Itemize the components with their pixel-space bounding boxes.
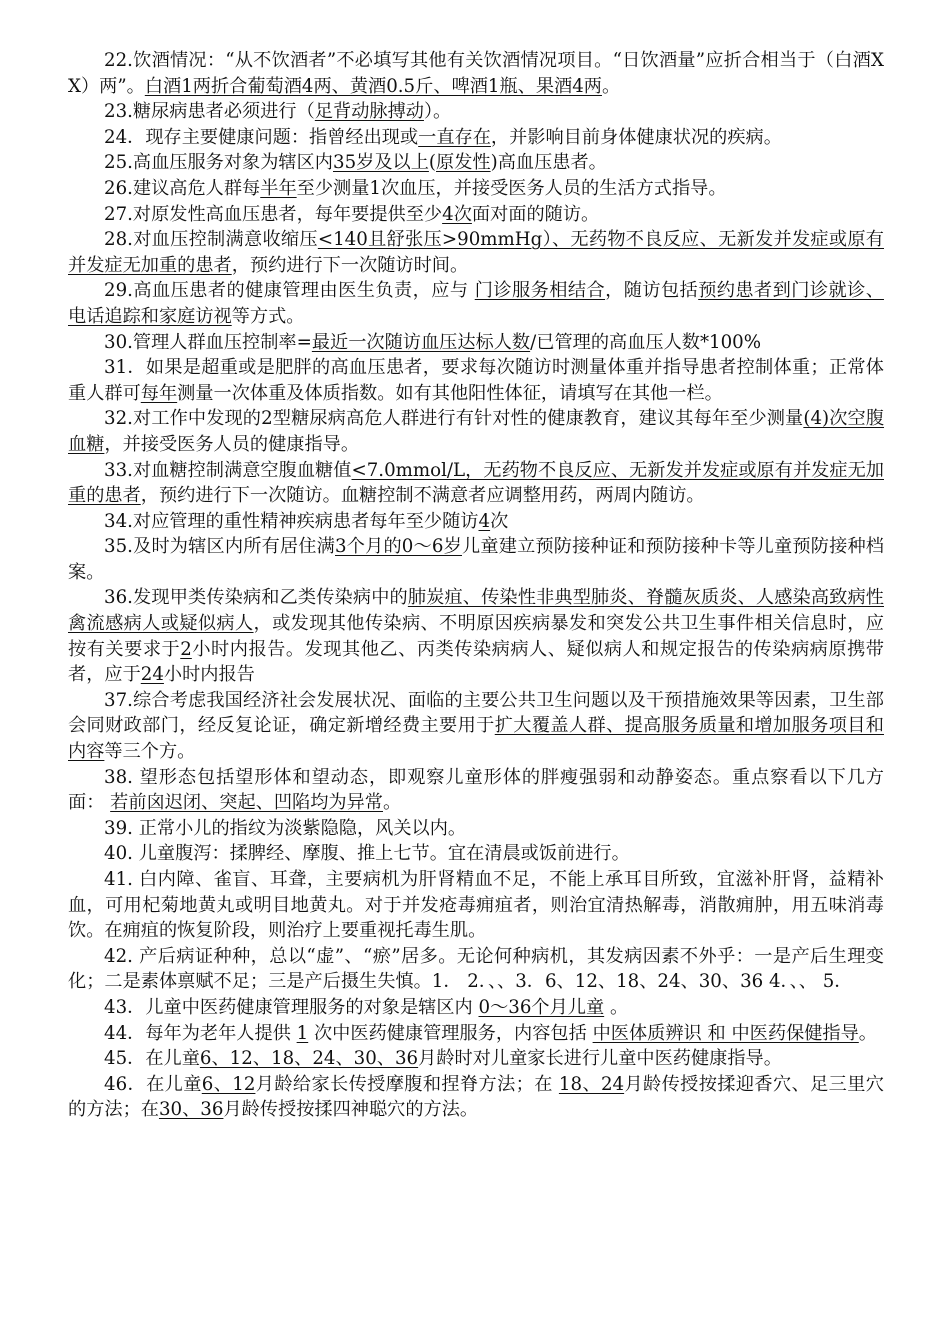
underlined-text: 若前囟迟闭、突起、凹陷均为异常 xyxy=(110,792,383,814)
underlined-text: 3个月的0～6岁 xyxy=(335,536,462,558)
paragraph-text: 月龄传授按揉四神聪穴的方法。 xyxy=(223,1099,479,1121)
paragraph-text: 。 xyxy=(601,75,621,97)
paragraph xyxy=(68,125,884,151)
paragraph xyxy=(68,1072,884,1123)
paragraph-text: /已管理的高血压人数*100% xyxy=(530,331,762,353)
paragraph-text: 35.及时为辖区内所有居住满 xyxy=(104,536,335,558)
paragraph-text: 39. 正常小儿的指纹为淡紫隐隐，风关以内。 xyxy=(104,817,467,839)
paragraph-text: ）。 xyxy=(423,101,452,123)
paragraph-text: ，并接受医务人员的健康指导。 xyxy=(104,433,360,455)
paragraph-text: 小时内报告。发现其他乙、丙类传染病病人、疑似病人和规定报告的传染病病原携带者，应于 xyxy=(68,638,884,686)
paragraph-text: 30.管理人群血压控制率= xyxy=(104,331,312,353)
paragraph-text: 次中医药健康管理服务，内容包括 xyxy=(308,1022,593,1044)
paragraph-text: 25.高血压服务对象为辖区内 xyxy=(104,152,333,174)
underlined-text: 0～36个月儿童 xyxy=(478,996,605,1018)
paragraph-text: 40. 儿童腹泻：揉脾经、摩腹、推上七节。宜在清晨或饭前进行。 xyxy=(104,843,630,865)
underlined-text: 最近一次随访血压达标人数 xyxy=(311,331,531,353)
underlined-text: 6、12、18、24、30、36 xyxy=(199,1048,419,1070)
paragraph-text: 23.糖尿病患者必须进行（ xyxy=(104,101,315,123)
paragraph xyxy=(68,458,884,509)
paragraph-text: ，或发现其他传染病、不明原因疾病暴发和突发公共卫生事件相关信息时，应按有关要求于 xyxy=(68,613,884,660)
underlined-text: <7.0mmol/L，无药物不良反应、无新发并发症或原有并发症无加重的患者 xyxy=(68,459,884,507)
underlined-text: 6、12 xyxy=(201,1073,256,1095)
paragraph xyxy=(68,330,884,356)
paragraph-text: 面对面的随访。 xyxy=(471,203,600,225)
paragraph xyxy=(68,841,884,867)
paragraph xyxy=(68,176,884,202)
paragraph-text: 月龄给家长传授摩腹和捏脊方法；在 xyxy=(255,1073,559,1095)
paragraph xyxy=(68,48,884,99)
paragraph-text: ，并影响目前身体健康状况的疾病。 xyxy=(490,126,782,148)
paragraph-text: 。 xyxy=(858,1022,877,1044)
underlined-text: 中医体质辨识 和 中医药保健指导 xyxy=(592,1022,859,1044)
paragraph-text: 33.对血糖控制满意空腹血糖值 xyxy=(104,459,352,481)
paragraph-text: 27.对原发性高血压患者，每年要提供至少 xyxy=(104,203,443,225)
paragraph-text: 月龄传授按揉迎香穴、足三里穴的方法；在 xyxy=(68,1073,884,1121)
paragraph xyxy=(68,1021,884,1047)
underlined-text: 每年 xyxy=(140,382,178,404)
paragraph-text: 45．在儿童 xyxy=(104,1048,200,1070)
paragraph-text: 测量一次体重及体质指数。如有其他阳性体征，请填写在其他一栏。 xyxy=(177,382,723,404)
paragraph xyxy=(68,202,884,228)
underlined-text: 2 xyxy=(180,638,192,660)
paragraph-text: )高血压患者。 xyxy=(490,152,607,174)
paragraph-text: ( xyxy=(428,152,437,174)
paragraph-text: 37.综合考虑我国经济社会发展状况、面临的主要公共卫生问题以及干预措施效果等因素，卫生部会同财政部门，经反复论证，确定新增经费主要用于 xyxy=(68,689,884,737)
paragraph-text: 44．每年为老年人提供 xyxy=(104,1022,297,1044)
paragraph-text: 等三个方。 xyxy=(104,741,196,763)
paragraph xyxy=(68,944,884,995)
paragraph-text: 。 xyxy=(604,996,629,1018)
underlined-text: 35岁及以上 xyxy=(333,152,429,174)
underlined-text: 肺炭疽、传染性非典型肺炎、脊髓灰质炎、人感染高致病性禽流感病人或疑似病人 xyxy=(68,587,884,635)
paragraph-text: ，预约进行下一次随访时间。 xyxy=(231,254,469,276)
paragraph xyxy=(68,99,884,125)
paragraph-text: ，随访包括 xyxy=(605,280,699,302)
paragraph-text: 43．儿童中医药健康管理服务的对象是辖区内 xyxy=(104,996,479,1018)
paragraph-text: ，预约进行下一次随访。血糖控制不满意者应调整用药，两周内随访。 xyxy=(140,485,705,507)
paragraph-text: 38. 望形态包括望形体和望动态，即观察儿童形体的胖瘦强弱和动静姿态。重点察看以下几方面： xyxy=(68,766,884,814)
paragraph-text: 22.饮酒情况：“从不饮酒者”不必填写其他有关饮酒情况项目。“日饮酒量”应折合相当于（白酒XX）两”。 xyxy=(68,50,884,97)
paragraph xyxy=(68,406,884,457)
paragraph xyxy=(68,534,884,585)
underlined-text: 门诊服务相结合 xyxy=(474,280,606,302)
paragraph-text: 次 xyxy=(490,510,509,532)
paragraph-text: 29.高血压患者的健康管理由医生负责，应与 xyxy=(104,280,475,302)
underlined-text: 原发性 xyxy=(436,152,491,174)
underlined-text: 4 xyxy=(478,510,491,532)
underlined-text: 18、24 xyxy=(558,1073,625,1095)
paragraph-text: 26.建议高危人群每 xyxy=(104,177,261,199)
paragraph-text: 至少测量1次血压，并接受医务人员的生活方式指导。 xyxy=(296,177,727,199)
paragraph xyxy=(68,867,884,944)
paragraph-text: 28.对血压控制满意收缩压 xyxy=(104,229,318,251)
underlined-text: 24 xyxy=(140,664,164,686)
paragraph xyxy=(68,995,884,1021)
paragraph-text: 46．在儿童 xyxy=(104,1073,202,1095)
paragraph-text: 41. 白内障、雀盲、耳聋，主要病机为肝肾精血不足，不能上承耳目所致，宜滋补肝肾，益精补血，可用杞菊地黄丸或明目地黄丸。对于并发疮毒痈疽者，则治宜清热解毒，消散痈肿，用五味消毒饮。在痈疽的恢复阶段，则治疗上要重视托毒生肌。 xyxy=(68,869,884,942)
paragraph xyxy=(68,1046,884,1072)
underlined-text: 30、36 xyxy=(158,1099,224,1121)
paragraph xyxy=(68,227,884,278)
underlined-text: 足背动脉搏动 xyxy=(314,101,424,123)
underlined-text: 扩大覆盖人群、提高服务质量和增加服务项目和内容 xyxy=(68,715,884,763)
underlined-text: (4)次空腹血糖 xyxy=(68,408,885,455)
paragraph xyxy=(68,816,884,842)
paragraph xyxy=(68,509,884,535)
paragraph-text: 等方式。 xyxy=(231,305,305,327)
paragraph-text: 42. 产后病证种种，总以“虚”、“瘀”居多。无论何种病机，其发病因素不外乎：一是产后生理变化；二是素体禀赋不足；三是产后摄生失慎。1． 2．、、3．6、12、18、24、30、36 4．、、 5． xyxy=(68,945,884,993)
paragraph xyxy=(68,355,884,406)
paragraph xyxy=(68,688,884,765)
underlined-text: 预约患者到门诊就诊、电话追踪和家庭访视 xyxy=(68,280,884,327)
paragraph-text: 31．如果是超重或是肥胖的高血压患者，要求每次随访时测量体重并指导患者控制体重；正常体重人群可 xyxy=(68,357,884,404)
paragraph-text: 小时内报告 xyxy=(163,664,255,686)
underlined-text: 半年 xyxy=(260,177,297,199)
underlined-text: <140且舒张压>90mmHg）、无药物不良反应、无新发并发症或原有并发症无加重的患者 xyxy=(68,229,884,276)
paragraph-text: 儿童建立预防接种证和预防接种卡等儿童预防接种档案。 xyxy=(68,536,884,583)
underlined-text: 一直存在 xyxy=(418,126,491,148)
paragraph-text: 。 xyxy=(383,792,402,814)
document-body xyxy=(68,48,884,1123)
underlined-text: 白酒1两折合葡萄酒4两、黄酒0.5斤、啤酒1瓶、果酒4两 xyxy=(144,75,602,97)
paragraph-text: 36.发现甲类传染病和乙类传染病中的 xyxy=(104,587,408,609)
paragraph-text: 34.对应管理的重性精神疾病患者每年至少随访 xyxy=(104,510,479,532)
paragraph xyxy=(68,585,884,687)
paragraph xyxy=(68,150,884,176)
paragraph-text: 32.对工作中发现的2型糖尿病高危人群进行有针对性的健康教育，建议其每年至少测量 xyxy=(104,408,804,430)
paragraph xyxy=(68,765,884,816)
underlined-text: 4次 xyxy=(442,203,472,225)
paragraph-text: 月龄时对儿童家长进行儿童中医药健康指导。 xyxy=(418,1048,782,1070)
paragraph xyxy=(68,278,884,329)
paragraph-text: 24．现存主要健康问题：指曾经出现或 xyxy=(104,126,419,148)
underlined-text: 1 xyxy=(296,1022,309,1044)
